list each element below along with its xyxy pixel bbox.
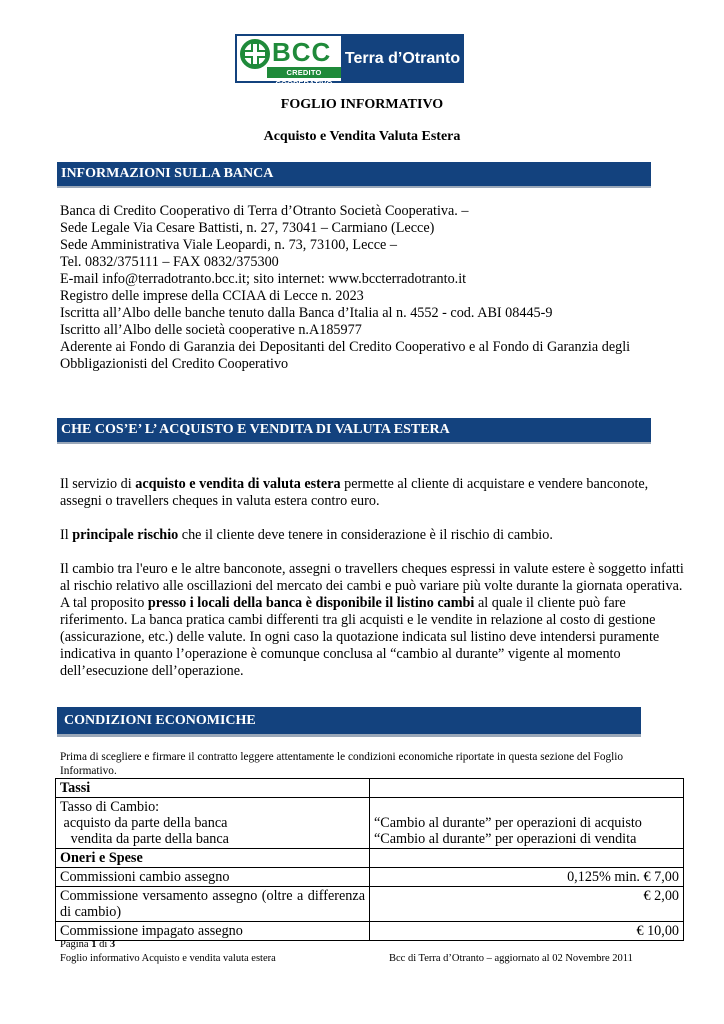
logo-bank-name: Terra d’Otranto (344, 49, 461, 67)
info-line: Iscritto all’Albo delle società cooperative n.A185977 (60, 322, 362, 338)
table-row (56, 868, 684, 887)
table-row (56, 922, 684, 941)
table-row (56, 849, 684, 868)
table-cell-tasso-values: “Cambio al durante” per operazioni di acquisto “Cambio al durante” per operazioni di vendita (370, 798, 684, 849)
footer-doc-name: Foglio informativo Acquisto e vendita valuta estera (60, 953, 276, 964)
table-row (56, 779, 684, 798)
section-heading-text: CONDIZIONI ECONOMICHE (64, 713, 256, 728)
table-cell-empty (370, 849, 684, 868)
section-heading-bank-info (57, 162, 651, 188)
table-row (56, 798, 684, 849)
table-cell-empty (370, 779, 684, 798)
bank-logo (235, 34, 464, 88)
conditions-intro: Prima di scegliere e firmare il contratto leggere attentamente le condizioni economiche riportate in questa sezione del Foglio Informativo. (60, 751, 624, 777)
info-line: Sede Amministrativa Viale Leopardi, n. 73, 73100, Lecce – (60, 237, 397, 253)
section-heading-text: CHE COS’E’ L’ ACQUISTO E VENDITA DI VALUTA ESTERA (61, 422, 450, 437)
logo-subtitle: CREDITO COOPERATIVO (267, 67, 341, 78)
table-row (56, 887, 684, 922)
info-line: Banca di Credito Cooperativo di Terra d’Otranto Società Cooperativa. – (60, 203, 469, 219)
page-number: Pagina 1 di 3 (60, 939, 116, 950)
logo-brand: BCC (272, 37, 332, 67)
bcc-logo-block (237, 36, 341, 88)
info-line: Registro delle imprese della CCIAA di Lecce n. 2023 (60, 288, 364, 304)
table-cell-value: 0,125% min. € 7,00 (370, 868, 684, 887)
document-title: FOGLIO INFORMATIVO (280, 97, 444, 112)
paragraph-risk: Il principale rischio che il cliente deve tenere in considerazione è il rischio di cambio. (60, 527, 553, 543)
table-cell-value: € 10,00 (370, 922, 684, 941)
table-cell-oneri: Oneri e Spese (56, 849, 370, 868)
info-line: Sede Legale Via Cesare Battisti, n. 27, 73041 – Carmiano (Lecce) (60, 220, 435, 236)
table-cell-label: Commissioni cambio assegno (56, 868, 370, 887)
paragraph-service: Il servizio di acquisto e vendita di valuta estera permette al cliente di acquistare e vendere banconote, assegni o travellers cheques in valuta estera contro euro. (60, 476, 649, 509)
info-line: Obbligazionisti del Credito Cooperativo (60, 356, 289, 372)
table-cell-tassi: Tassi (56, 779, 370, 798)
info-line: E-mail info@terradotranto.bcc.it; sito internet: www.bccterradotranto.it (60, 271, 467, 287)
document-subtitle: Acquisto e Vendita Valuta Estera (263, 129, 461, 144)
table-cell-label: Commissione versamento assegno (oltre a differenza di cambio) (56, 887, 370, 922)
info-line: Iscritta all’Albo delle banche tenuto dalla Banca d’Italia al n. 4552 - cod. ABI 08445-9 (60, 305, 553, 321)
table-cell-tasso: Tasso di Cambio: acquisto da parte della banca vendita da parte della banca (56, 798, 370, 849)
paragraph-exchange: Il cambio tra l'euro e le altre banconote, assegni o travellers cheques espressi in valute estere è soggetto infatti al rischio relativo alle oscillazioni del mercato dei cambi e può variare più volte durante la giornata operativa. A tal proposito presso i locali della banca è disponibile il listino cambi al quale il cliente può fare riferimento. La banca pratica cambi differenti tra gli acquisti e le vendite in relazione al costo di gestione (assicurazione, etc.) delle valute. In ogni caso la quotazione indicata sul listino deve intendersi puramente indicativa in quanto l’operazione è comunque conclusa al “cambio al durante” vigente al momento dell’esecuzione dell’operazione. (60, 561, 684, 679)
section-heading-conditions (57, 707, 641, 737)
table-cell-label: Commissione impagato assegno (56, 922, 370, 941)
footer-updated: Bcc di Terra d’Otranto – aggiornato al 02 Novembre 2011 (389, 953, 633, 964)
info-line: Aderente ai Fondo di Garanzia dei Depositanti del Credito Cooperativo e al Fondo di Garanzia degli (60, 339, 631, 355)
section-heading-text: INFORMAZIONI SULLA BANCA (61, 166, 274, 181)
section-heading-what-is (57, 418, 651, 444)
conditions-table (55, 778, 684, 941)
bcc-cross-icon (240, 39, 270, 69)
info-line: Tel. 0832/375111 – FAX 0832/375300 (60, 254, 279, 270)
table-cell-value: € 2,00 (370, 887, 684, 922)
